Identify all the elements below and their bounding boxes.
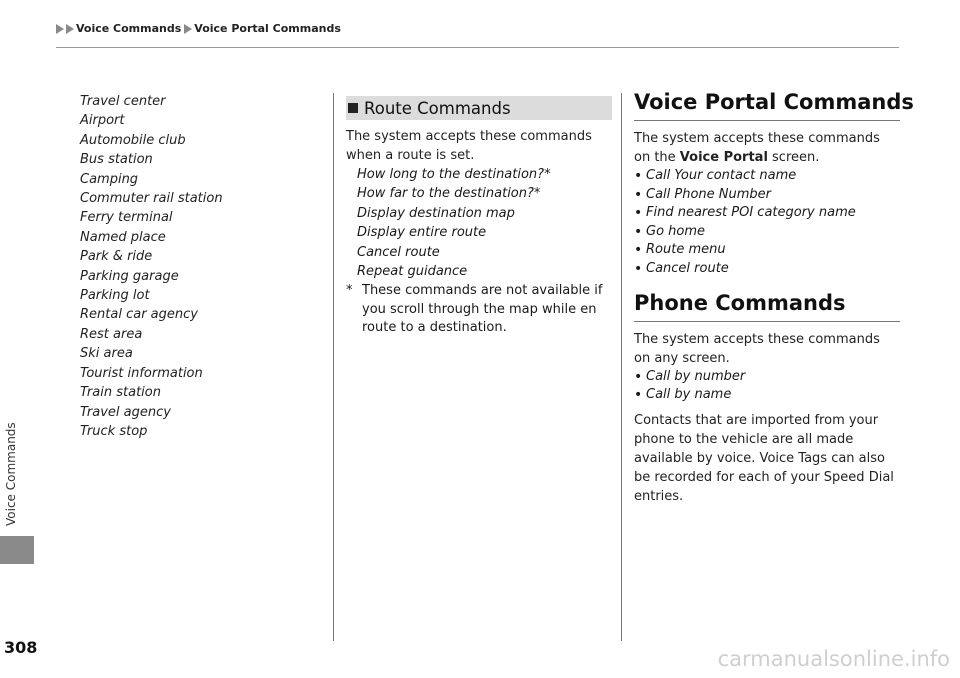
list-item <box>634 241 900 260</box>
phone-commands-heading: Phone Commands <box>634 291 900 322</box>
command-text: Call Your contact name <box>646 168 797 183</box>
route-commands-section <box>346 96 612 338</box>
command-text: Route menu <box>646 242 726 258</box>
list-item: Bus station <box>80 152 153 168</box>
square-bullet-icon <box>348 103 358 113</box>
footnote-mark: * <box>346 283 353 299</box>
breadcrumb <box>56 22 344 35</box>
poi-category-list <box>80 92 320 441</box>
list-item: Travel agency <box>80 404 171 420</box>
list-item: Display entire route <box>357 225 487 241</box>
phone-command-list <box>634 368 900 405</box>
list-item: Train station <box>80 385 161 401</box>
bullet-icon: • <box>634 260 643 277</box>
list-item: Truck stop <box>80 423 148 439</box>
phone-commands-intro: The system accepts these commands on any screen. <box>634 331 880 366</box>
command-text: Cancel route <box>646 260 729 276</box>
voice-portal-heading: Voice Portal Commands <box>634 90 900 121</box>
list-item: How far to the destination?* <box>357 186 541 202</box>
command-text: Go home <box>646 223 706 239</box>
list-item <box>634 386 900 405</box>
command-text: Call by number <box>646 368 746 384</box>
route-commands-intro: The system accepts these commands when a route is set. <box>346 129 592 163</box>
arrow-right-icon <box>56 24 64 34</box>
intro-text: The system accepts these commands on the <box>634 131 880 165</box>
intro-text: screen. <box>767 150 820 165</box>
list-item <box>634 167 900 186</box>
bullet-icon: • <box>634 168 643 184</box>
voice-portal-term: Voice Portal <box>679 150 768 165</box>
list-item: Ferry terminal <box>80 210 173 226</box>
column-divider <box>621 93 622 641</box>
list-item: Cancel route <box>357 244 440 260</box>
list-item: Park & ride <box>80 249 153 265</box>
footnote-text: These commands are not available if you scroll through the map while en route to a destination. <box>362 283 603 336</box>
bullet-icon: • <box>634 368 643 385</box>
side-tab-block <box>0 536 34 564</box>
route-commands-heading <box>346 96 612 120</box>
list-item: Automobile club <box>80 132 186 148</box>
arrow-right-icon <box>184 24 192 34</box>
command-text: Find nearest POI category name <box>646 205 856 221</box>
list-item: Travel center <box>80 94 166 109</box>
list-item <box>634 186 900 205</box>
command-text: Call by name <box>646 387 732 403</box>
list-item: Parking garage <box>80 268 179 284</box>
list-item: Rest area <box>80 326 143 342</box>
list-item <box>634 260 900 279</box>
voice-portal-intro <box>634 129 900 167</box>
list-item: Commuter rail station <box>80 191 223 207</box>
arrow-right-icon <box>66 24 74 34</box>
route-commands-heading-text: Route Commands <box>364 98 511 118</box>
bullet-icon: • <box>634 205 643 222</box>
list-item: Tourist information <box>80 365 203 381</box>
command-text: Call Phone Number <box>646 186 772 202</box>
bullet-icon: • <box>634 223 643 240</box>
list-item: Airport <box>80 113 125 129</box>
list-item: Rental car agency <box>80 307 198 323</box>
list-item <box>634 204 900 223</box>
footnote <box>346 282 612 338</box>
header-rule <box>56 47 899 48</box>
bullet-icon: • <box>634 387 643 404</box>
column-divider <box>333 93 334 641</box>
list-item: Ski area <box>80 346 133 362</box>
list-item: Camping <box>80 171 139 187</box>
bullet-icon: • <box>634 186 643 203</box>
watermark: carmanualsonline.info <box>717 647 950 671</box>
list-item: Display destination map <box>357 205 515 221</box>
breadcrumb-item-voice-portal-commands[interactable]: Voice Portal Commands <box>194 22 341 35</box>
page-number: 308 <box>4 638 38 657</box>
side-tab-label: Voice Commands <box>4 422 18 526</box>
list-item: Parking lot <box>80 288 150 304</box>
list-item <box>634 223 900 242</box>
voice-portal-command-list <box>634 167 900 279</box>
voice-portal-section <box>634 90 914 506</box>
bullet-icon: • <box>634 242 643 259</box>
list-item: Named place <box>80 229 166 245</box>
list-item: How long to the destination?* <box>357 167 551 182</box>
phone-commands-note: Contacts that are imported from your phone to the vehicle are all made available by voice. Voice Tags can also be recorded for each of your Speed Dial entries. <box>634 412 894 504</box>
breadcrumb-item-voice-commands[interactable]: Voice Commands <box>76 22 182 35</box>
list-item <box>634 368 900 387</box>
list-item: Repeat guidance <box>357 264 468 280</box>
